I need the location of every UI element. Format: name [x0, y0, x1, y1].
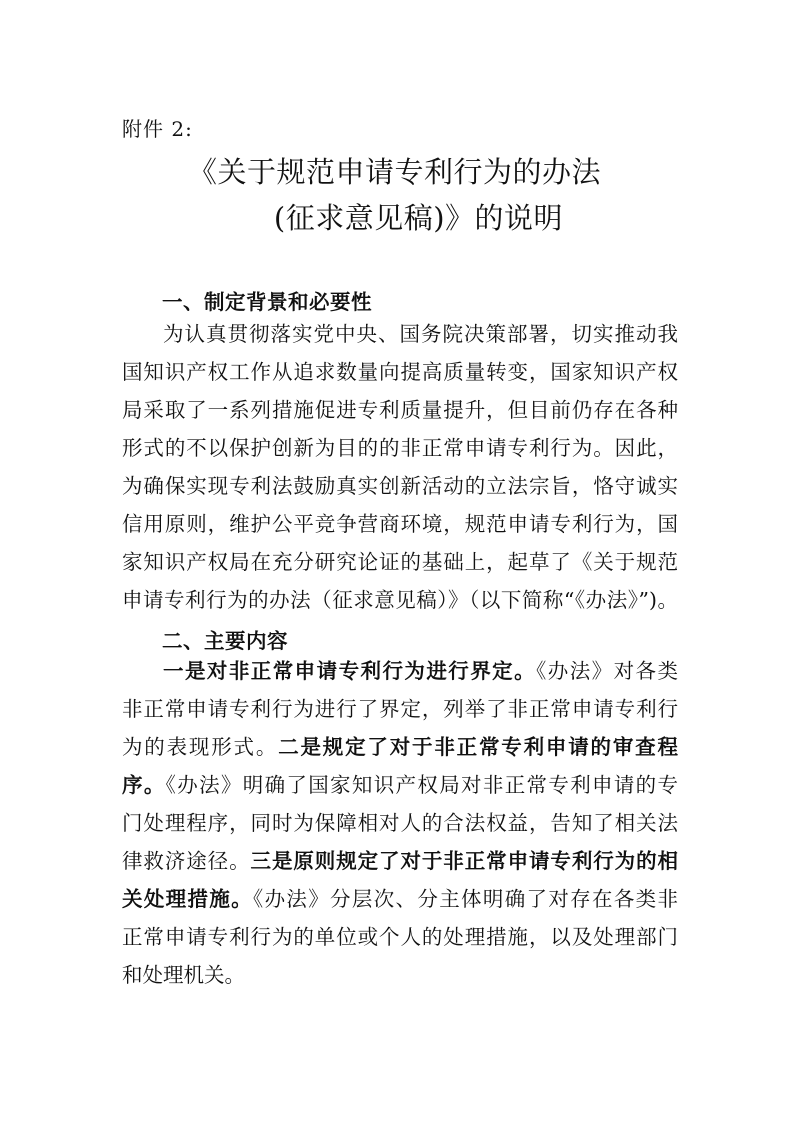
section-1-line-1: 为认真贯彻落实党中央、国务院决策部署，切实推动我	[163, 322, 678, 346]
point-2-title-part-1: 二是规定了对于非正常专利申请的审查程	[278, 735, 678, 759]
point-1-title: 一是对非正常申请专利行为进行界定。	[163, 659, 537, 683]
attachment-label: 附件 2:	[122, 117, 193, 141]
section-2-line-3-text: 为的表现形式。	[122, 735, 279, 759]
document-title-line-2: (征求意见稿)》的说明	[273, 201, 564, 235]
section-1-line-2: 国知识产权工作从追求数量向提高质量转变，国家知识产权	[122, 360, 678, 384]
point-3-title-part-2: 关处理措施。	[122, 887, 253, 911]
section-1-line-7: 家知识产权局在充分研究论证的基础上，起草了《关于规范	[122, 550, 678, 574]
section-2-line-4	[122, 766, 678, 804]
section-2-line-3	[122, 728, 678, 766]
section-2-heading: 二、主要内容	[162, 629, 288, 653]
document-title-line-1: 《关于规范申请专利行为的办法	[187, 155, 601, 189]
point-2-title-part-2: 序。	[122, 773, 166, 797]
section-2-line-8: 正常申请专利行为的单位或个人的处理措施，以及处理部门	[122, 925, 678, 949]
section-2-line-7-text: 《办法》分层次、分主体明确了对存在各类非	[252, 887, 679, 911]
section-1-line-3: 局采取了一系列措施促进专利质量提升，但目前仍存在各种	[122, 398, 678, 422]
section-2-line-4-text: 《办法》明确了国家知识产权局对非正常专利申请的专	[165, 773, 679, 797]
section-2-line-9: 和处理机关。	[122, 963, 245, 987]
section-1-heading: 一、制定背景和必要性	[162, 290, 372, 314]
section-1-line-4: 形式的不以保护创新为目的的非正常申请专利行为。因此，	[122, 436, 678, 460]
section-1-line-6: 信用原则，维护公平竞争营商环境，规范申请专利行为，国	[122, 512, 678, 536]
section-2-line-1	[122, 652, 678, 690]
section-2-line-5: 门处理程序，同时为保障相对人的合法权益，告知了相关法	[122, 811, 678, 835]
section-2-line-6	[122, 842, 678, 880]
section-2-line-6-text: 律救济途径。	[122, 849, 251, 873]
section-2-line-1-text: 《办法》对各类	[536, 659, 679, 683]
section-1-line-5: 为确保实现专利法鼓励真实创新活动的立法宗旨，恪守诚实	[122, 474, 678, 498]
section-2-line-7	[122, 880, 678, 918]
section-2-line-2: 非正常申请专利行为进行了界定，列举了非正常申请专利行	[122, 697, 678, 721]
section-1-line-8: 申请专利行为的办法（征求意见稿）》（以下简称“《办法》”)。	[122, 588, 678, 612]
point-3-title-part-1: 三是原则规定了对于非正常申请专利行为的相	[250, 849, 679, 873]
